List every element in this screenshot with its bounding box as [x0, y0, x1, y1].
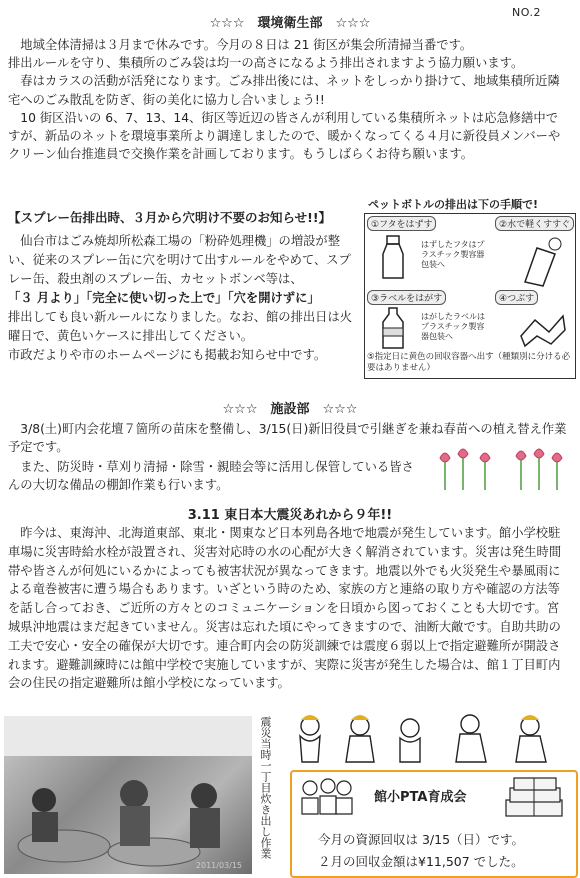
- env-paragraph-4: 10 街区沿いの 6、7、13、14、街区等近辺の皆さんが利用している集積所ネットは応急修繕中ですが、新品のネットを環境事業所より調達しましたので、暖かくなってくる４月に新役員メンバーやクリーン仙台推進員で交換作業を計画しております。もうしばらくお待ち願います。: [8, 110, 561, 162]
- pet-step-1: ①フタをはずす: [367, 216, 436, 231]
- pet-step-5: ⑤指定日に黄色の回収容器へ出す（種類別に分ける必要はありません）: [367, 352, 571, 373]
- crush-icon: [515, 306, 569, 350]
- bottle-icon: [375, 234, 411, 282]
- photo-caption: 震災当時一丁目炊き出し作業: [259, 716, 272, 859]
- quake-paragraph: 昨今は、東海沖、北海道東部、東北・関東など日本列島各地で地震が発生しています。館小学校駐車場に災害時給水栓が設置され、災害対応時の水の心配が大きく解消されています。災害は発生時間帯や皆さんが何処にいるかによっても被害状況が異なってきます。地震以外でも火災発生や暴風雨による竜巻被害に遭う場合もあります。いざという時のため、家族の方と連絡の取り方や確認の方法等を話し合っておき、ご近所の方々とのコミュニケーションを日頃から図っておくことも大切です。宮城県沖地震はまだ起きていません。災害は忘れた頃にやってきますので、油断大敵です。自助共助の工夫で安心・安全の確保が大切です。連合町内会の防災訓練では震度６弱以上で指定避難所が開設されます。避難訓練時には館中学校で実施していますが、実際に災害が発生した場合は、館１丁目町内会の住民の指定避難所は館小学校になっています。: [8, 526, 562, 691]
- facility-paragraph-2: また、防災時・草刈り清掃・除雪・親睦会等に活用し保管している皆さんの大切な備品の棚卸作業も行います。: [8, 460, 414, 493]
- people-illustration-icon: [290, 712, 575, 768]
- env-paragraph-3: 春はカラスの活動が活発になります。ごみ排出後には、ネットをしっかり掛けて、地域集積所近隣宅へのごみ散乱を防ぎ、街の美化に協力し合いましょう!!: [8, 74, 560, 107]
- env-paragraph-1: 地域全体清掃は３月まで休みです。今月の８日は 21 街区が集会所清掃当番です。: [20, 38, 473, 52]
- pta-box: [290, 770, 578, 878]
- env-heading: ☆☆☆ 環境衛生部 ☆☆☆: [209, 16, 371, 31]
- photo-date-stamp: 2011/03/15: [195, 861, 242, 870]
- photo-scene-icon: [4, 716, 252, 874]
- pta-line-2: ２月の回収金額は¥11,507 でした。: [318, 854, 524, 869]
- pta-title: 館小PTA育成会: [374, 790, 467, 805]
- quake-body: [8, 524, 570, 693]
- pet-step-3: ③ラベルをはがす: [367, 290, 446, 305]
- spray-body: [8, 232, 358, 365]
- pet-title: ペットボトルの排出は下の手順で!: [368, 198, 539, 211]
- label-bottle-icon: [373, 306, 413, 350]
- facility-paragraph-1: 3/8(土)町内会花壇７箇所の苗床を整備し、3/15(日)新旧役員で引継ぎを兼ね春苗への植え替え作業予定です。: [8, 422, 567, 455]
- pet-note-1: はずしたフタはプラスチック製容器包装へ: [421, 240, 485, 269]
- spray-heading: 【スプレー缶排出時、３月から穴明け不要のお知らせ!!】: [8, 210, 332, 225]
- spray-paragraph-1: 仙台市はごみ焼却所松森工場の「粉砕処理機」の増設が整い、従来のスプレー缶に穴を明けて出すルールをやめて、スプレー缶、殺虫剤のスプレー缶、カセットボンベ等は、: [8, 234, 351, 286]
- tulip-flowers-icon: [430, 444, 570, 494]
- pet-note-2: はがしたラベルはプラスチック製容器包装へ: [421, 312, 485, 341]
- pet-instruction-box: [364, 213, 576, 379]
- spray-paragraph-2: 排出しても良い新ルールになりました。なお、館の排出日は火曜日で、黄色いケースに排出してください。: [8, 310, 353, 343]
- page-number: NO.2: [512, 6, 541, 19]
- facility-body-2: [8, 458, 418, 494]
- pet-step-4: ④つぶす: [495, 290, 538, 305]
- env-body: [8, 36, 570, 163]
- spray-highlight: 「３ 月より」「完全に使い切った上で」「穴を開けずに」: [8, 291, 320, 305]
- newspaper-bundle-icon: [502, 776, 566, 820]
- pta-line-1: 今月の資源回収は 3/15（日）です。: [318, 832, 525, 847]
- env-paragraph-2: 排出ルールを守り、集積所のごみ袋は均一の高さになるよう排出されますよう協力願います。: [8, 56, 524, 71]
- quake-heading: 3.11 東日本大震災あれから９年!!: [187, 508, 393, 523]
- rinse-icon: [515, 232, 567, 288]
- spray-paragraph-3: 市政だよりや市のホームページにも掲載お知らせ中です。: [8, 348, 327, 362]
- pet-step-2: ②水で軽くすすぐ: [495, 216, 574, 231]
- children-illustration-icon: [298, 776, 356, 816]
- disaster-photo: [4, 716, 252, 874]
- facility-heading: ☆☆☆ 施設部 ☆☆☆: [222, 402, 358, 417]
